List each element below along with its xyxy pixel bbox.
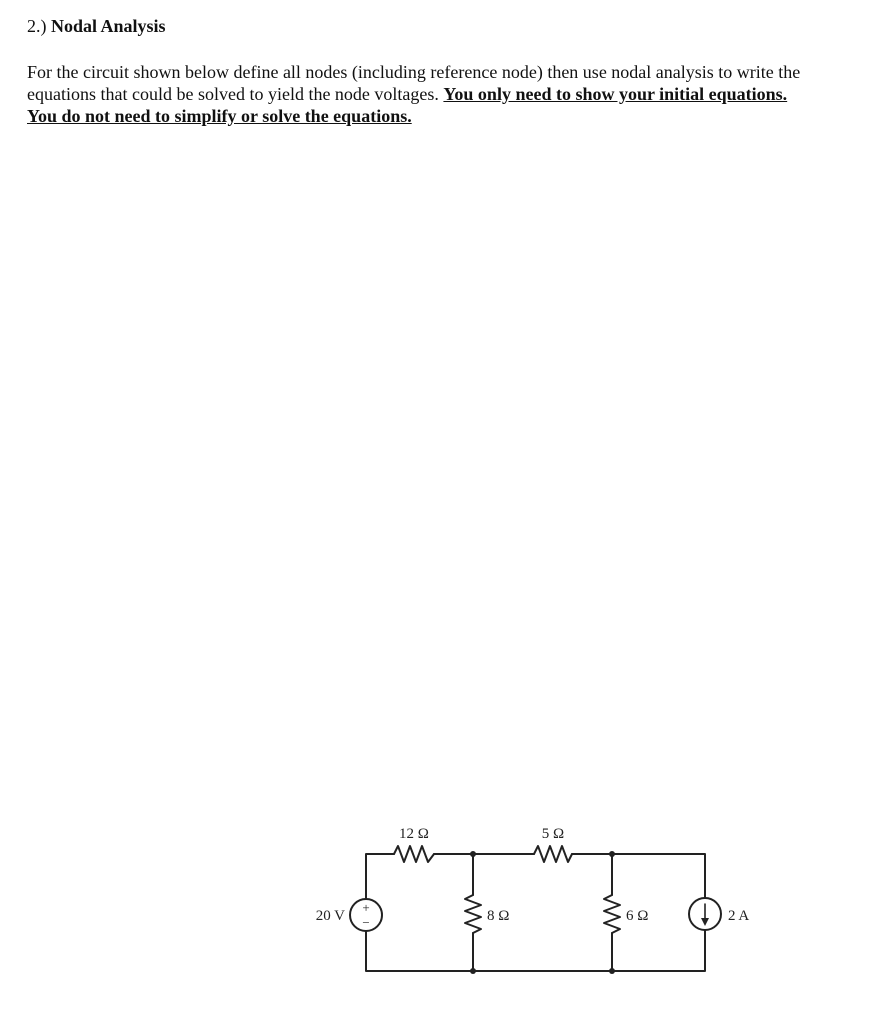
instructions-emphasis: You only need to show your initial equations. You do not need to simplify or solve the equations. — [27, 84, 788, 126]
label-2-a: 2 A — [728, 908, 750, 924]
current-arrow-head — [701, 918, 709, 926]
resistor-8-ohm — [465, 895, 481, 933]
node-dot-bottom-2 — [609, 968, 615, 974]
resistor-12-ohm — [394, 846, 434, 862]
resistor-5-ohm — [534, 846, 572, 862]
problem-number: 2.) — [27, 16, 47, 36]
resistor-6-ohm — [604, 895, 620, 933]
wire-top-right — [572, 854, 705, 897]
label-6-ohm: 6 Ω — [626, 908, 649, 924]
instructions-text: For the circuit shown below define all nodes (including reference node) then use nodal analysis to write the equations that could be solved to yield the node voltages. — [27, 62, 801, 104]
label-12-ohm: 12 Ω — [399, 826, 429, 842]
wire-top-left — [366, 854, 394, 899]
label-5-ohm: 5 Ω — [541, 826, 565, 842]
node-dot-bottom-1 — [470, 968, 476, 974]
problem-title: Nodal Analysis — [51, 16, 166, 36]
source-plus-sign: + — [362, 900, 370, 915]
label-20-v: 20 V — [315, 908, 345, 924]
label-8-ohm: 8 Ω — [487, 908, 510, 924]
node-dot-top-2 — [609, 851, 615, 857]
source-minus-sign: − — [362, 915, 370, 930]
node-dot-top-1 — [470, 851, 476, 857]
wire-bottom — [366, 930, 705, 971]
